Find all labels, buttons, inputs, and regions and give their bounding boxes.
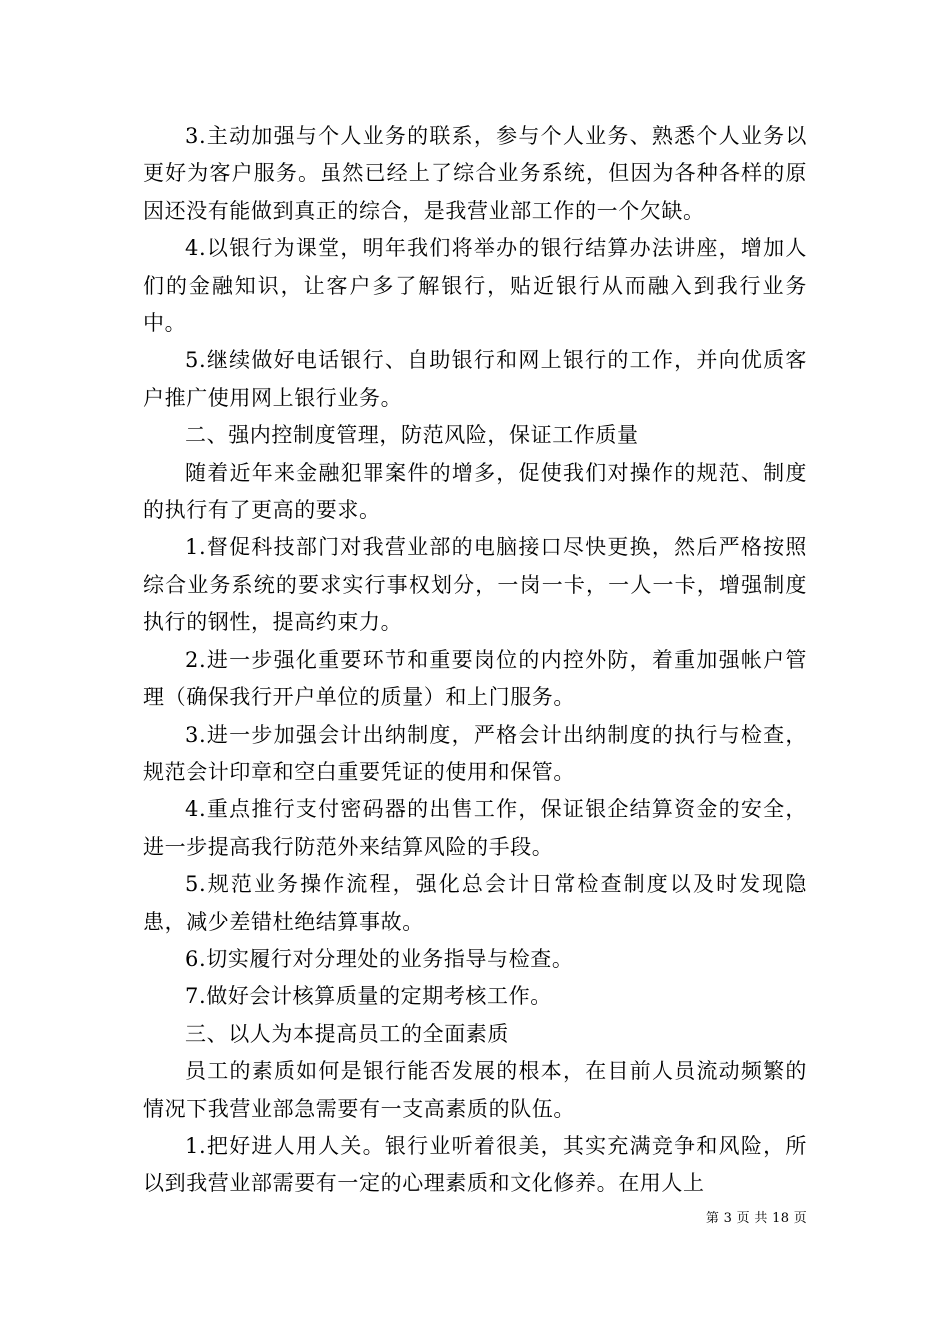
paragraph-item-1-computer-interface: 1.督促科技部门对我营业部的电脑接口尽快更换，然后严格按照综合业务系统的要求实行事权划分，一岗一卡，一人一卡，增强制度执行的钢性，提高约束力。 (143, 535, 807, 635)
paragraph-item-5-operation-process: 5.规范业务操作流程，强化总会计日常检查制度以及时发现隐患，减少差错杜绝结算事故。 (143, 872, 807, 934)
paragraph-staff-quality-intro: 员工的素质如何是银行能否发展的根本，在目前人员流动频繁的情况下我营业部急需要有一支高素质的队伍。 (143, 1059, 807, 1121)
paragraph-financial-crime-intro: 随着近年来金融犯罪案件的增多，促使我们对操作的规范、制度的执行有了更高的要求。 (143, 460, 807, 523)
page-number: 第 3 页 共 18 页 (705, 1211, 807, 1226)
paragraph-item-1-hiring: 1.把好进人用人关。银行业听着很美，其实充满竞争和风险，所以到我营业部需要有一定的心理素质和文化修养。在用人上 (143, 1133, 807, 1196)
paragraph-item-3-contact-personal-business: 3.主动加强与个人业务的联系，参与个人业务、熟悉个人业务以更好为客户服务。虽然已经上了综合业务系统，但因为各种各样的原因还没有能做到真正的综合，是我营业部工作的一个欠缺。 (143, 124, 807, 223)
section-heading-internal-control: 二、强内控制度管理，防范风险，保证工作质量 (185, 423, 639, 448)
paragraph-item-2-internal-control: 2.进一步强化重要环节和重要岗位的内控外防，着重加强帐户管理（确保我行开户单位的质量）和上门服务。 (143, 647, 807, 710)
paragraph-item-4-payment-password: 4.重点推行支付密码器的出售工作，保证银企结算资金的安全，进一步提高我行防范外来结算风险的手段。 (143, 797, 807, 859)
paragraph-item-6-branch-guidance: 6.切实履行对分理处的业务指导与检查。 (185, 946, 574, 971)
paragraph-item-5-e-banking: 5.继续做好电话银行、自助银行和网上银行的工作，并向优质客户推广使用网上银行业务。 (143, 348, 807, 410)
body-text (143, 118, 807, 1203)
section-heading-staff-quality: 三、以人为本提高员工的全面素质 (185, 1021, 509, 1046)
paragraph-item-3-cashier-system: 3.进一步加强会计出纳制度，严格会计出纳制度的执行与检查，规范会计印章和空白重要凭证的使用和保管。 (143, 722, 807, 784)
paragraph-item-7-accounting-assessment: 7.做好会计核算质量的定期考核工作。 (185, 984, 552, 1009)
paragraph-item-4-bank-classroom: 4.以银行为课堂，明年我们将举办的银行结算办法讲座，增加人们的金融知识，让客户多了解银行，贴近银行从而融入到我行业务中。 (143, 236, 807, 336)
